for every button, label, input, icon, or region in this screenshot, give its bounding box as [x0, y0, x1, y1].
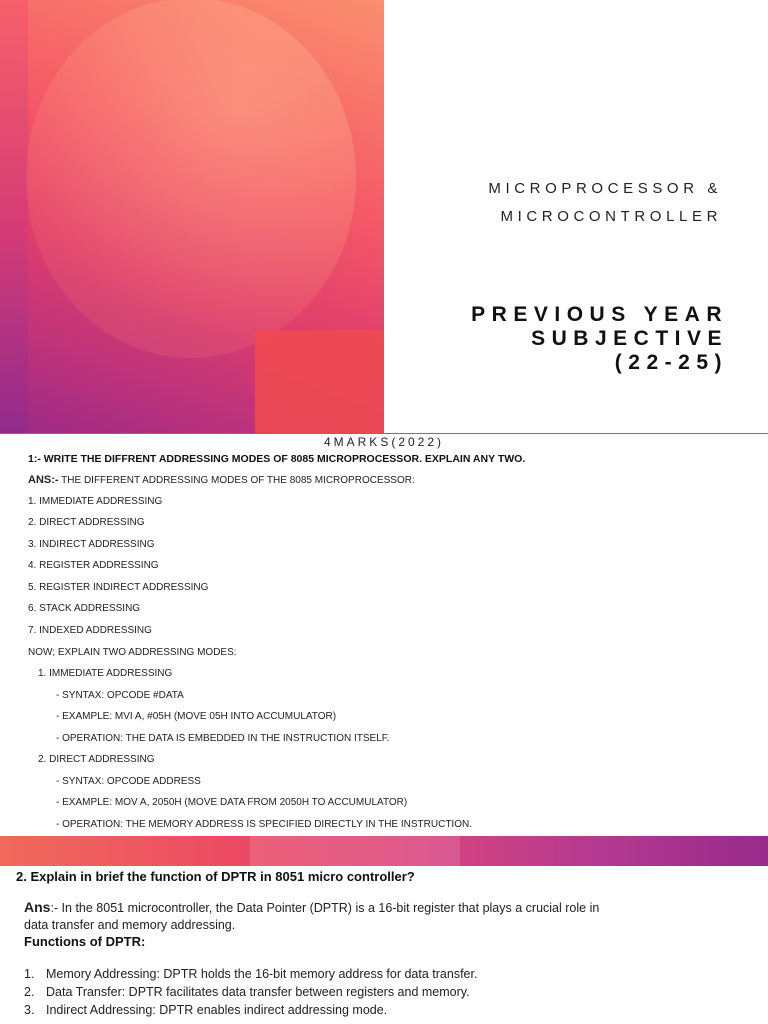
answer-2 — [24, 899, 614, 934]
title-slide — [0, 0, 768, 433]
hero-left-strip — [0, 0, 28, 433]
answer-2-label: Ans — [24, 899, 51, 915]
band-highlight — [250, 836, 460, 866]
subtitle-line-2: MICROCONTROLLER — [500, 208, 722, 225]
explain-2-example: - EXAMPLE: MOV A, 2050H (MOVE DATA FROM 2050H TO ACCUMULATOR) — [56, 797, 408, 808]
mode-item: 2. DIRECT ADDRESSING — [28, 517, 145, 528]
mode-item: 1. IMMEDIATE ADDRESSING — [28, 496, 163, 507]
explain-2-title: 2. DIRECT ADDRESSING — [38, 754, 155, 765]
function-text: Data Transfer: DPTR facilitates data transfer between registers and memory. — [46, 985, 470, 999]
title-line-3: (22-25) — [614, 351, 728, 374]
marks-heading: 4MARKS(2022) — [323, 435, 445, 449]
title-line-2: SUBJECTIVE — [531, 327, 728, 350]
marks-slide — [0, 433, 768, 837]
mode-item: 7. INDEXED ADDRESSING — [28, 625, 152, 636]
function-number: 3. — [24, 1003, 35, 1017]
explain-1-operation: - OPERATION: THE DATA IS EMBEDDED IN THE INSTRUCTION ITSELF. — [56, 733, 390, 744]
explain-1-syntax: - SYNTAX: OPCODE #DATA — [56, 690, 184, 701]
function-number: 2. — [24, 985, 35, 999]
explain-intro: NOW; EXPLAIN TWO ADDRESSING MODES: — [28, 647, 237, 658]
explain-1-example: - EXAMPLE: MVI A, #05H (MOVE 05H INTO ACCUMULATOR) — [56, 711, 337, 722]
function-number: 1. — [24, 967, 35, 981]
functions-heading: Functions of DPTR: — [24, 934, 146, 949]
explain-2-syntax: - SYNTAX: OPCODE ADDRESS — [56, 776, 201, 787]
answer-intro-text: THE DIFFERENT ADDRESSING MODES OF THE 8085 MICROPROCESSOR: — [58, 475, 415, 486]
function-item — [24, 985, 470, 999]
function-text: Memory Addressing: DPTR holds the 16-bit memory address for data transfer. — [46, 967, 478, 981]
explain-1-title: 1. IMMEDIATE ADDRESSING — [38, 668, 173, 679]
mode-item: 3. INDIRECT ADDRESSING — [28, 539, 155, 550]
gradient-band — [0, 836, 768, 866]
title-line-1: PREVIOUS YEAR — [471, 303, 728, 326]
hero-circle — [26, 0, 356, 358]
answer-1-intro — [28, 474, 415, 486]
function-item — [24, 967, 477, 981]
question-2: 2. Explain in brief the function of DPTR in 8051 micro controller? — [16, 869, 415, 884]
mode-item: 6. STACK ADDRESSING — [28, 603, 141, 614]
subtitle-line-1: MICROPROCESSOR & — [488, 180, 722, 197]
explain-2-operation: - OPERATION: THE MEMORY ADDRESS IS SPECIFIED DIRECTLY IN THE INSTRUCTION. — [56, 819, 472, 830]
mode-item: 5. REGISTER INDIRECT ADDRESSING — [28, 582, 209, 593]
question-1: 1:- WRITE THE DIFFRENT ADDRESSING MODES OF 8085 MICROPROCESSOR. EXPLAIN ANY TWO. — [28, 453, 526, 465]
dptr-slide — [0, 866, 768, 1024]
answer-label: ANS:- — [28, 474, 59, 486]
function-item — [24, 1003, 387, 1017]
answer-2-text: :- In the 8051 microcontroller, the Data Pointer (DPTR) is a 16-bit register that plays a crucial role in data transfer and memory addressing. — [24, 901, 600, 932]
function-text: Indirect Addressing: DPTR enables indirect addressing mode. — [46, 1003, 388, 1017]
mode-item: 4. REGISTER ADDRESSING — [28, 560, 159, 571]
